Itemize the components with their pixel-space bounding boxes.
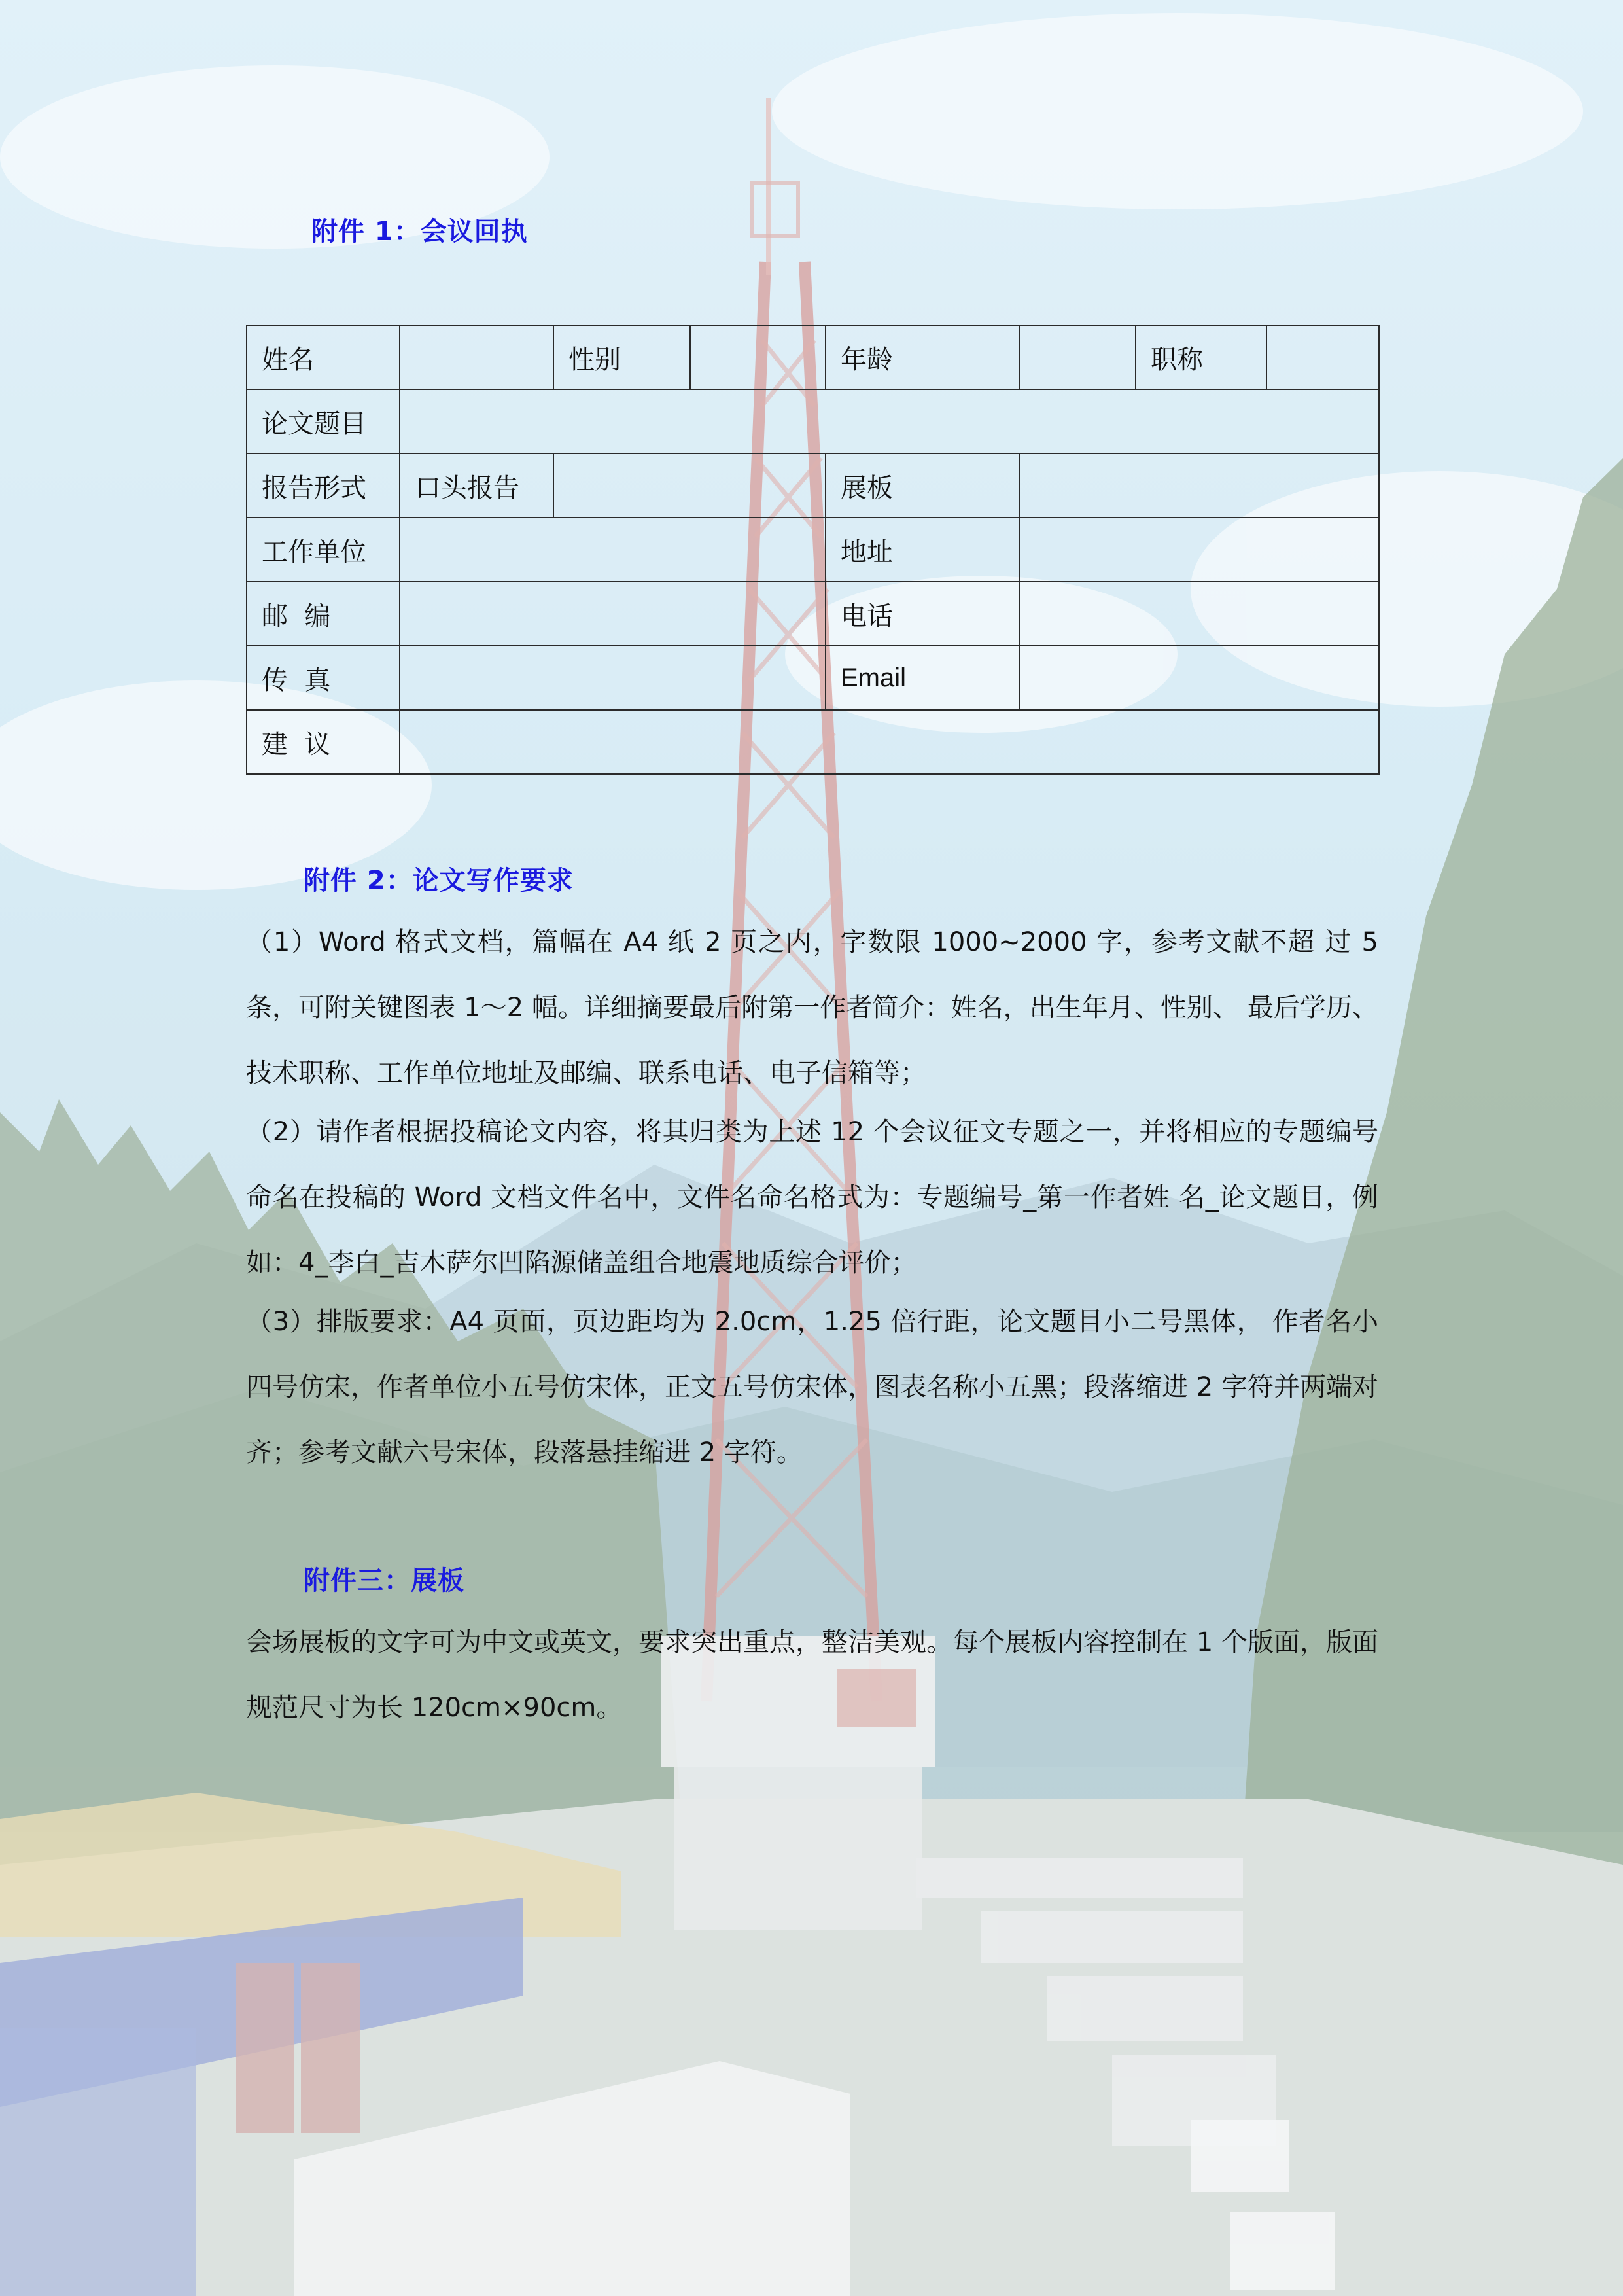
gender-label: 性别 [553,325,690,389]
work-unit-label: 工作单位 [247,518,400,582]
suggestion-label: 建 议 [247,710,400,774]
name-label: 姓名 [247,325,400,389]
age-field[interactable] [1019,325,1136,389]
phone-field[interactable] [1019,582,1379,646]
fax-field[interactable] [400,646,826,710]
name-field[interactable] [400,325,553,389]
poster-description: 会场展板的文字可为中文或英文，要求突出重点，整洁美观。每个展板内容控制在 1 个版面，版面规范尺寸为长 120cm×90cm。 [246,1627,1378,1723]
table-row [247,453,1379,518]
fax-label: 传 真 [247,646,400,710]
attachment1-title: 附件 1：会议回执 [311,217,528,247]
title-field[interactable] [1266,325,1379,389]
attachment3-title: 附件三：展板 [304,1566,464,1596]
work-unit-field[interactable] [400,518,826,582]
report-form-label: 报告形式 [247,453,400,518]
email-label: Email [826,646,1019,710]
requirement-item-1: （1）Word 格式文档，篇幅在 A4 纸 2 页之内，字数限 1000~2000 字，参考文献不超 过 5 条，可附关键图表 1～2 幅。详细摘要最后附第一作者简介：姓名，出生年月、性别、 最后学历、技术职称、工作单位地址及邮编、联系电话、电子信箱等； [246,927,1378,1088]
postcode-field[interactable] [400,582,826,646]
table-row [247,582,1379,646]
address-label: 地址 [826,518,1019,582]
phone-label: 电话 [826,582,1019,646]
attachment2-title: 附件 2：论文写作要求 [304,866,574,896]
table-row [247,518,1379,582]
email-field[interactable] [1019,646,1379,710]
postcode-label: 邮 编 [247,582,400,646]
paper-title-label: 论文题目 [247,389,400,453]
table-row [247,389,1379,453]
table-row [247,710,1379,774]
table-row [247,325,1379,389]
poster-field[interactable] [1019,453,1379,518]
table-row [247,646,1379,710]
suggestion-field[interactable] [400,710,1379,774]
age-label: 年龄 [826,325,1019,389]
oral-report-option: 口头报告 [400,453,553,518]
address-field[interactable] [1019,518,1379,582]
requirement-item-3: （3）排版要求：A4 页面，页边距均为 2.0cm，1.25 倍行距，论文题目小二号黑体， 作者名小四号仿宋，作者单位小五号仿宋体，正文五号仿宋体，图表名称小五黑；段落缩进 2 字符并两端对齐；参考文献六号宋体，段落悬挂缩进 2 字符。 [246,1307,1378,1468]
gender-field[interactable] [690,325,826,389]
paper-title-field[interactable] [400,389,1379,453]
poster-option: 展板 [826,453,1019,518]
oral-report-field[interactable] [553,453,826,518]
title-label: 职称 [1136,325,1266,389]
reply-form-table [246,325,1380,775]
requirement-item-2: （2）请作者根据投稿论文内容，将其归类为上述 12 个会议征文专题之一，并将相应的专题编号命名在投稿的 Word 文档文件名中，文件名命名格式为：专题编号_第一作者姓 名_论文题目，例如：4_李白_吉木萨尔凹陷源储盖组合地震地质综合评价； [246,1117,1378,1278]
